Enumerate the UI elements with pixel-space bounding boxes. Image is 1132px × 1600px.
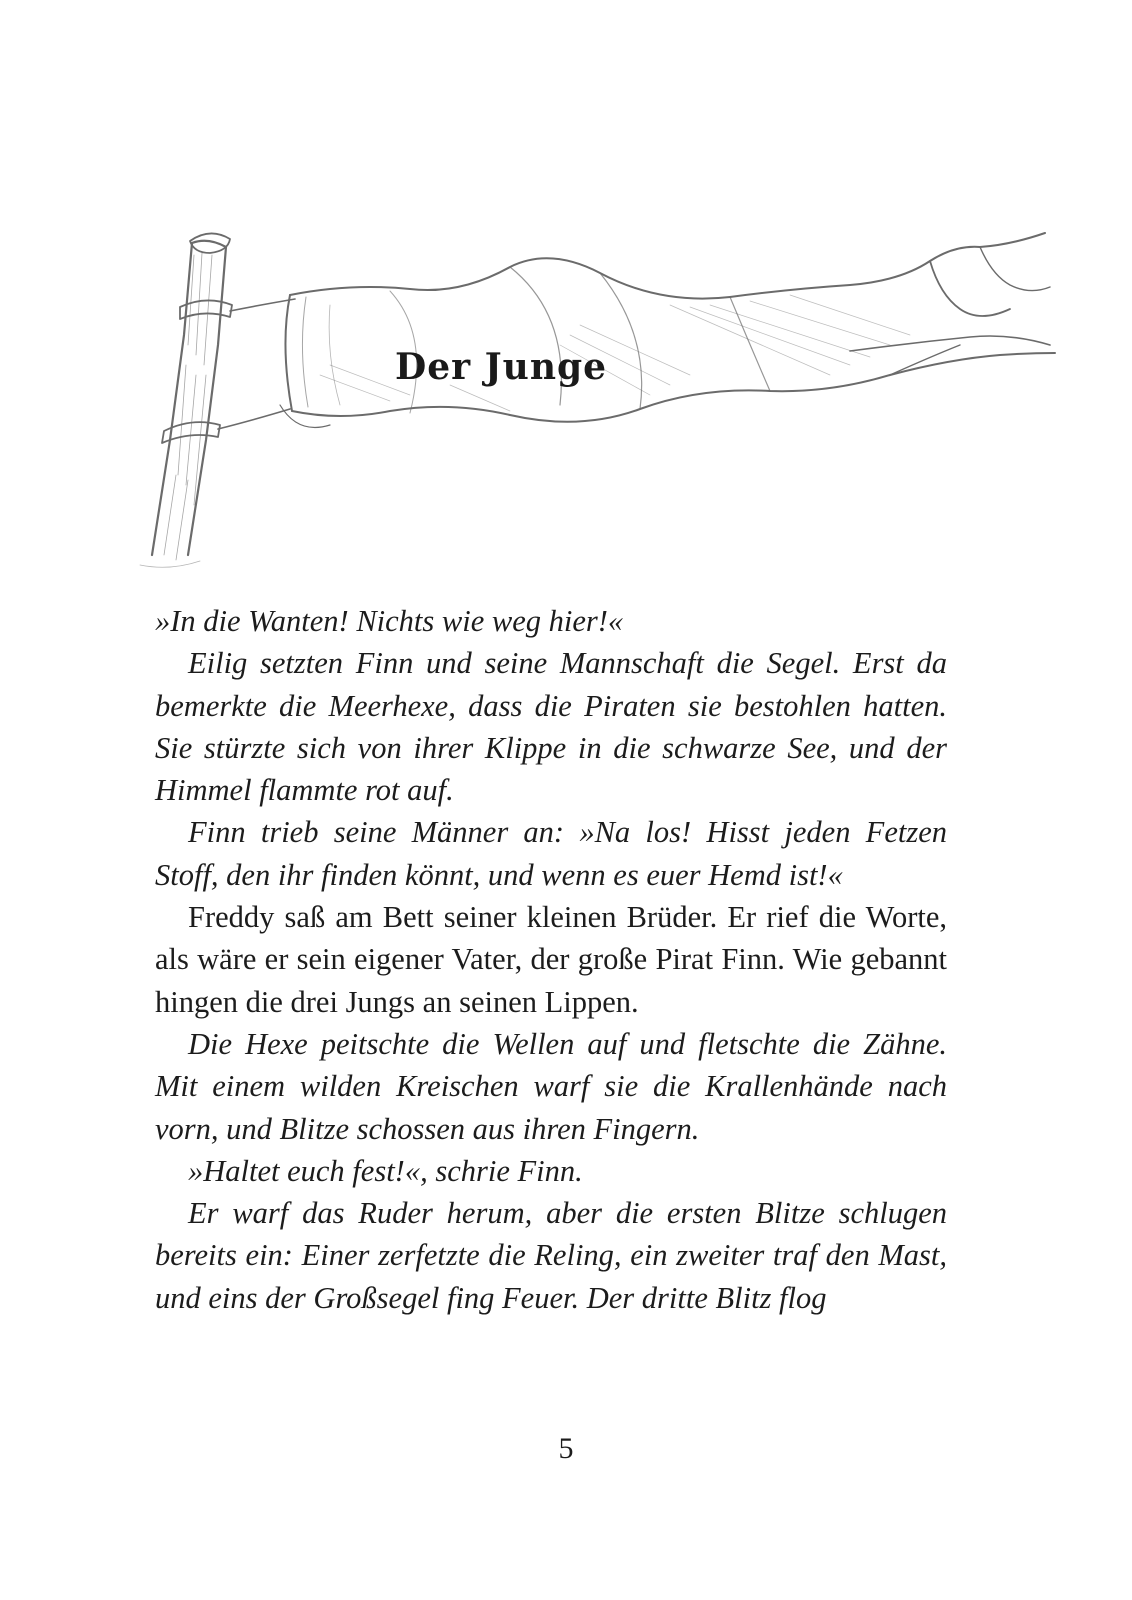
- page-number: 5: [558, 1432, 574, 1465]
- paragraph: Die Hexe peitschte die Wellen auf und fletschte die Zähne. Mit einem wilden Kreischen warf sie die Krallenhände nach vorn, und Blitze schossen aus ihren Fingern.: [155, 1026, 947, 1146]
- paragraph: Er warf das Ruder herum, aber die ersten Blitze schlugen bereits ein: Einer zerfetzte die Reling, ein zweiter traf den Mast, und eins der Großsegel fing Feuer. Der dritte Blitz flog: [155, 1196, 947, 1315]
- paragraph: Freddy saß am Bett seiner kleinen Brüder. Er rief die Worte, als wäre er sein eigener Vater, der große Pirat Finn. Wie gebannt hingen die drei Jungs an seinen Lippen.: [155, 900, 947, 1019]
- paragraph: »Haltet euch fest!«, schrie Finn.: [188, 1153, 583, 1188]
- chapter-body-text: [155, 600, 947, 1319]
- chapter-title: Der Junge: [395, 346, 608, 389]
- paragraph: Eilig setzten Finn und seine Mannschaft die Segel. Erst da bemerkte die Meerhexe, dass die Piraten sie bestohlen hatten. Sie stürzte sich von ihrer Klippe in die schwarze See, und der Himmel flammte rot auf.: [155, 646, 947, 808]
- paragraph: Finn trieb seine Männer an: »Na los! Hisst jeden Fetzen Stoff, den ihr finden könnt, und wenn es euer Hemd ist!«: [155, 815, 947, 892]
- paragraph: »In die Wanten! Nichts wie weg hier!«: [155, 604, 624, 638]
- pennant-flag-on-mast-sketch-icon: [130, 225, 1060, 585]
